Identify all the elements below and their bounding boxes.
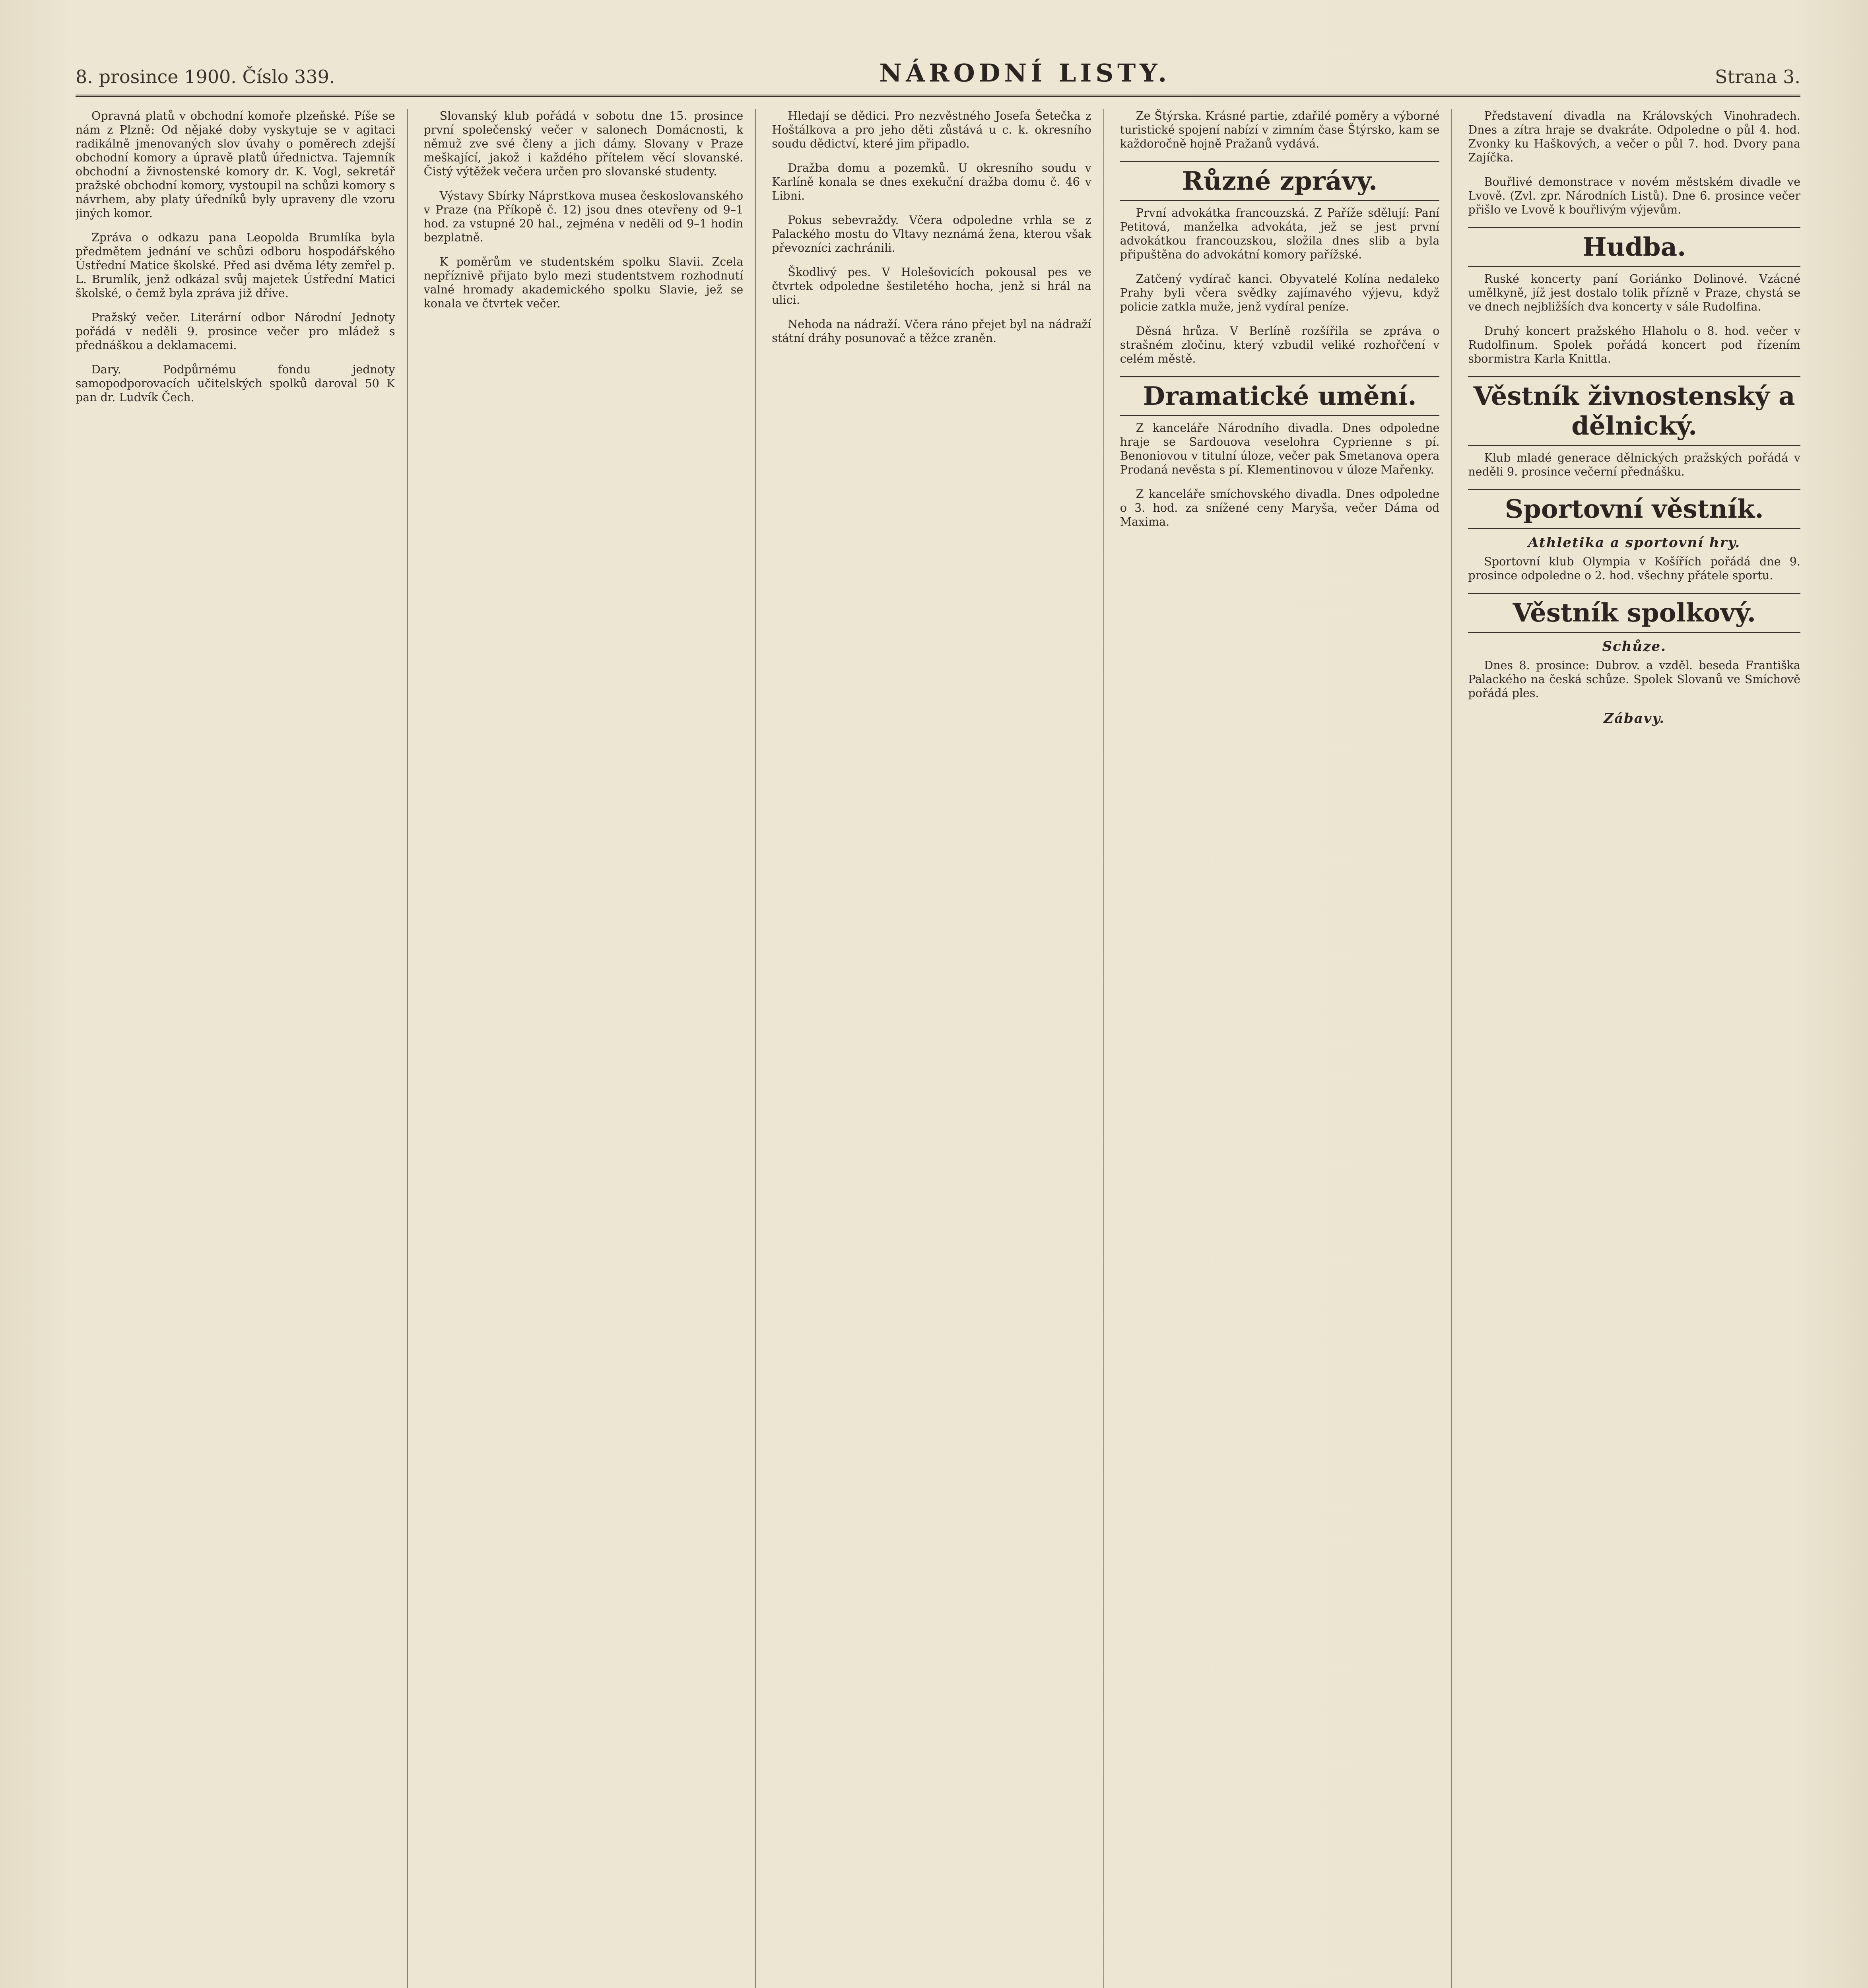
article-lvov (1468, 175, 1800, 217)
article-text: K poměrům ve studentském spolku Slavii. Zcela nepříznivě přijato bylo mezi studentstvem rozhodnutí valné hromady akademického spolku Slavie, jež se konala ve čtvrtek večer. (423, 255, 744, 310)
subsection-athletika: Athletika a sportovní hry. (1528, 535, 1741, 551)
article-komora (76, 109, 395, 220)
article-advokatka (1120, 206, 1440, 262)
section-spolkovy: Věstník spolkový. (1468, 593, 1800, 633)
section-zivnostensky: Věstník živnostenský a dělnický. (1468, 376, 1800, 446)
article-text: Dnes 8. prosince: Dubrov. a vzděl. beseda Františka Palackého na česká schůze. Spolek Slovanů ve Smíchově pořádá ples. (1468, 659, 1800, 700)
article-text: Děsná hrůza. V Berlíně rozšířila se zpráva o strašném zločinu, který vzbudil veliké rozhořčení v celém městě. (1120, 324, 1440, 365)
masthead (76, 60, 1800, 97)
article-schuze (1468, 658, 1800, 700)
column-4 (1120, 109, 1452, 1988)
article-vecer (76, 311, 395, 352)
column-2 (424, 109, 756, 1988)
newspaper-title: NÁRODNÍ LISTY. (879, 58, 1171, 87)
section-ruzne-zpravy: Různé zprávy. (1120, 161, 1440, 201)
article-dary (76, 363, 395, 404)
article-hruza (1120, 324, 1440, 366)
article-dedici (772, 109, 1091, 151)
article-hlahol (1468, 324, 1800, 366)
article-text: Pokus sebevraždy. Včera odpoledne vrhla se z Palackého mostu do Vltavy neznámá žena, kterou však převozníci zachránili. (772, 214, 1091, 254)
article-text: Představení divadla na Královských Vinohradech. Dnes a zítra hraje se dvakráte. Odpoledne o půl 4. hod. Zvonky ku Haškových, a večer o půl 7. hod. Dvory pana Zajíčka. (1468, 109, 1800, 164)
article-text: Z kanceláře smíchovského divadla. Dnes odpoledne o 3. hod. za snížené ceny Maryša, večer Dáma od Maxima. (1120, 487, 1440, 528)
article-text: Klub mladé generace dělnických pražských pořádá v neděli 9. prosince večerní přednášku. (1468, 451, 1800, 478)
article-text: Ruské koncerty paní Goriánko Dolinové. Vzácné umělkyně, jíž jest dostalo tolik přízně v Praze, chystá se ve dnech nejbližších dva koncerty v sále Rudolfina. (1468, 272, 1800, 313)
section-dramaticke-umeni: Dramatické umění. (1120, 376, 1440, 416)
article-vinohrady (1468, 109, 1800, 165)
article-slovansky-klub (424, 109, 744, 179)
column-5 (1468, 109, 1800, 1988)
article-text: Výstavy Sbírky Náprstkova musea českoslovanského v Praze (na Příkopě č. 12) jsou dnes otevřeny od 9–1 hod. za vstupné 20 hal., zejména v neděli od 9–1 hodin bezplatně. (423, 189, 744, 244)
issue-date: 8. prosince 1900. Číslo 339. (76, 66, 335, 87)
article-text: První advokátka francouzská. Z Paříže sdělují: Paní Petitová, manželka advokáta, jež se jest první advokátkou francouzskou, složila dnes slib a byla připuštěna do advokátní komory pařížské. (1120, 206, 1440, 261)
article-text: Hledají se dědici. Pro nezvěstného Josefa Šetečka z Hoštálkova a pro jeho děti zůstává u c. k. okresního soudu dědictví, které jim připadlo. (772, 109, 1091, 150)
section-sportovni: Sportovní věstník. (1468, 489, 1800, 529)
subsection-zabavy: Zábavy. (1604, 711, 1665, 726)
page-number: Strana 3. (1715, 66, 1800, 87)
article-naprstek (424, 189, 744, 245)
article-text: Nehoda na nádraží. Včera ráno přejet byl na nádraží státní dráhy posunovač a těžce zraněn. (772, 318, 1091, 345)
article-text: Sportovní klub Olympia v Košířích pořádá dne 9. prosince odpoledne o 2. hod. všechny přátele sportu. (1468, 555, 1800, 582)
column-1 (76, 109, 408, 1988)
subsection-schuze: Schůze. (1602, 639, 1666, 654)
article-drazba (772, 161, 1091, 203)
article-text: Druhý koncert pražského Hlaholu o 8. hod. večer v Rudolfinum. Spolek pořádá koncert pod řízením sbormistra Karla Knittla. (1468, 324, 1800, 365)
article-slavie (424, 255, 744, 311)
article-text: Pražský večer. Literární odbor Národní Jednoty pořádá v neděli 9. prosince večer pro mládež s přednáškou a deklamacemi. (76, 311, 395, 352)
article-text: Bouřlivé demonstrace v novém městském divadle ve Lvově. (Zvl. zpr. Národních Listů). Dne 6. prosince večer přišlo ve Lvově k bouřlivým výjevům. (1468, 175, 1800, 216)
article-text: Zpráva o odkazu pana Leopolda Brumlíka byla předmětem jednání ve schůzi odboru hospodářského Ústřední Matice školské. Před asi dvěma léty zemřel p. L. Brumlík, jenž odkázal svůj majetek Ústřední Matici školské, o čemž byla zpráva již dříve. (76, 231, 395, 300)
columns (76, 109, 1800, 1988)
article-nadrazi (772, 317, 1091, 345)
article-vydirac (1120, 272, 1440, 314)
article-text: Škodlivý pes. V Holešovicích pokousal pes ve čtvrtek odpoledne šestiletého hocha, jenž si hrál na ulici. (772, 266, 1091, 307)
article-brumlik (76, 231, 395, 300)
article-narodni-divadlo (1120, 421, 1440, 477)
article-text: Dary. Podpůrnému fondu jednoty samopodporovacích učitelských spolků daroval 50 K pan dr. Ludvík Čech. (76, 363, 395, 404)
article-klub-generace (1468, 451, 1800, 479)
article-text: Slovanský klub pořádá v sobotu dne 15. prosince první společenský večer v salonech Domácnosti, k němuž zve své členy a jich dámy. Slovany v Praze meškající, jakož i každého přítelem věcí slovanské. Čistý výtěžek večera určen pro slovanské studenty. (423, 109, 744, 178)
column-3 (772, 109, 1104, 1988)
article-sebevrazda (772, 213, 1091, 255)
article-olympia (1468, 555, 1800, 582)
article-text: Dražba domu a pozemků. U okresního soudu v Karlíně konala se dnes exekuční dražba domu č. 46 v Libni. (772, 161, 1091, 202)
article-text: Ze Štýrska. Krásné partie, zdařilé poměry a výborné turistické spojení nabízí v zimním čase Štýrsko, kam se každoročně hojně Pražanů vydává. (1120, 109, 1440, 150)
article-smichovske-divadlo (1120, 487, 1440, 529)
section-hudba: Hudba. (1468, 227, 1800, 267)
article-text: Z kanceláře Národního divadla. Dnes odpoledne hraje se Sardouova veselohra Cyprienne s pí. Benoniovou v titulní úloze, večer pak Smetanova opera Prodaná nevěsta s pí. Klementinovou v úloze Mařenky. (1120, 421, 1440, 476)
article-koncert-dolina (1468, 272, 1800, 314)
article-text: Zatčený vydírač kanci. Obyvatelé Kolína nedaleko Prahy byli včera svědky zajímavého výjevu, když policie zatkla muže, jenž vydíral peníze. (1120, 272, 1440, 313)
article-styrsko (1120, 109, 1440, 151)
article-pes (772, 265, 1091, 307)
article-text: Opravná platů v obchodní komoře plzeňské. Píše se nám z Plzně: Od nějaké doby vyskytuje se v agitaci radikálně jmenovaných slov úvahy o poměrech zdejší obchodní komory a úpravě platů úřednictva. Tajemník obchodní a živnostenské komory dr. K. Vogl, sekretář pražské obchodní komory, vystoupil na schůzi komory s návrhem, aby platy úředníků byly upraveny dle vzoru jiných komor. (76, 109, 395, 220)
